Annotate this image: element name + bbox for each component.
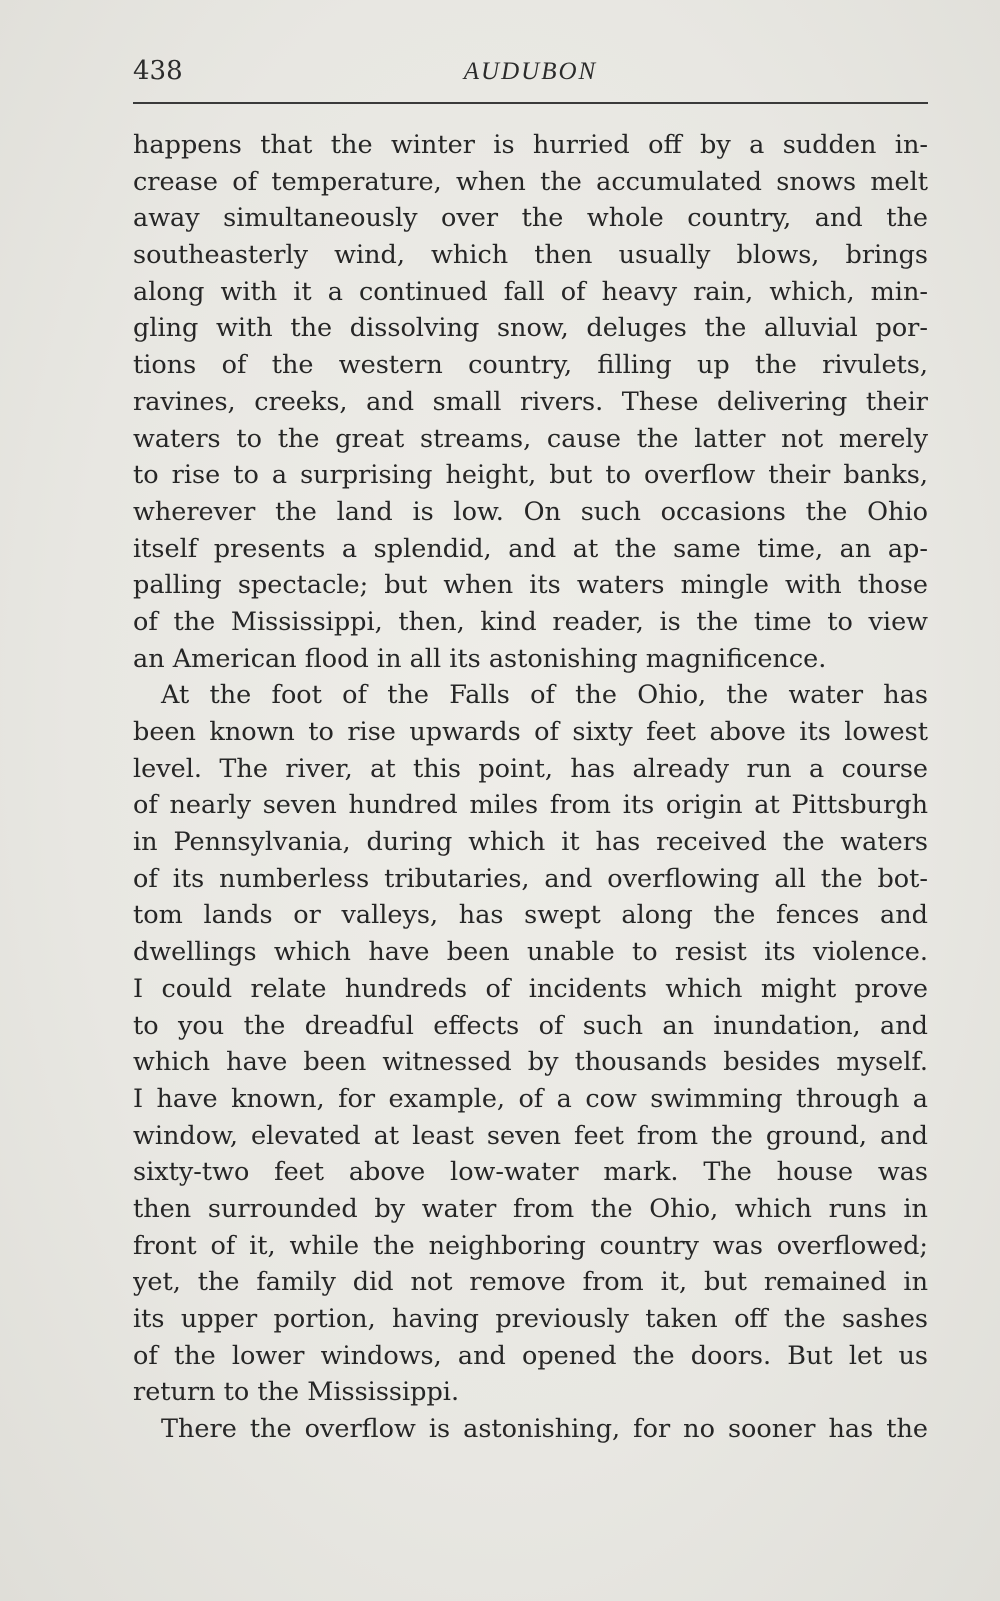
text-line: waters to the great streams, cause the latter not merely — [133, 423, 928, 454]
text-line: then surrounded by water from the Ohio, which runs in — [133, 1193, 928, 1224]
text-line: happens that the winter is hurried off by a sudden in- — [133, 130, 928, 160]
text-line: yet, the family did not remove from it, but remained in — [133, 1267, 928, 1298]
text-line: level. The river, at this point, has already run a course — [133, 753, 928, 784]
page-number: 438 — [133, 56, 183, 86]
text-line: of the lower windows, and opened the doors. But let us — [133, 1340, 928, 1371]
text-line: away simultaneously over the whole country, and the — [133, 203, 928, 234]
text-line: to rise to a surprising height, but to overflow their banks, — [133, 460, 928, 491]
text-line: which have been witnessed by thousands besides myself. — [133, 1047, 928, 1078]
text-line: dwellings which have been unable to resist its violence. — [133, 937, 928, 968]
text-line: palling spectacle; but when its waters mingle with those — [133, 570, 928, 601]
text-line: wherever the land is low. On such occasions the Ohio — [133, 496, 928, 527]
text-line: southeasterly wind, which then usually blows, brings — [133, 240, 928, 271]
text-line: front of it, while the neighboring country was overflowed; — [133, 1230, 928, 1261]
running-title: AUDUBON — [463, 58, 598, 85]
text-line: tom lands or valleys, has swept along the fences and — [133, 900, 928, 931]
text-line: tions of the western country, filling up the rivulets, — [133, 350, 928, 381]
header-rule — [133, 102, 928, 104]
text-line: ravines, creeks, and small rivers. These delivering their — [133, 386, 928, 417]
text-line: I could relate hundreds of incidents which might prove — [133, 973, 928, 1004]
text-line: I have known, for example, of a cow swimming through a — [133, 1083, 928, 1114]
body-text — [133, 127, 928, 1448]
text-line: an American flood in all its astonishing magnificence. — [133, 643, 827, 674]
running-head — [133, 50, 928, 102]
text-line: been known to rise upwards of sixty feet above its lowest — [133, 717, 928, 747]
text-line: its upper portion, having previously taken off the sashes — [133, 1304, 928, 1334]
text-line: gling with the dissolving snow, deluges the alluvial por- — [133, 313, 928, 344]
text-line: to you the dreadful effects of such an inundation, and — [133, 1010, 928, 1041]
text-line: of nearly seven hundred miles from its origin at Pittsburgh — [133, 790, 928, 821]
text-line: of its numberless tributaries, and overflowing all the bot- — [133, 863, 928, 894]
text-line: There the overflow is astonishing, for no sooner has the — [161, 1414, 928, 1445]
text-line: along with it a continued fall of heavy rain, which, min- — [133, 276, 928, 307]
text-line: in Pennsylvania, during which it has received the waters — [133, 827, 928, 858]
text-line: At the foot of the Falls of the Ohio, the water has — [161, 680, 928, 711]
text-line: itself presents a splendid, and at the same time, an ap- — [133, 533, 928, 564]
text-line: of the Mississippi, then, kind reader, is the time to view — [133, 606, 928, 637]
text-line: sixty-two feet above low-water mark. The house was — [133, 1157, 928, 1188]
text-line: crease of temperature, when the accumulated snows melt — [133, 166, 928, 197]
text-line: return to the Mississippi. — [133, 1377, 460, 1408]
text-line: window, elevated at least seven feet from the ground, and — [133, 1120, 928, 1151]
